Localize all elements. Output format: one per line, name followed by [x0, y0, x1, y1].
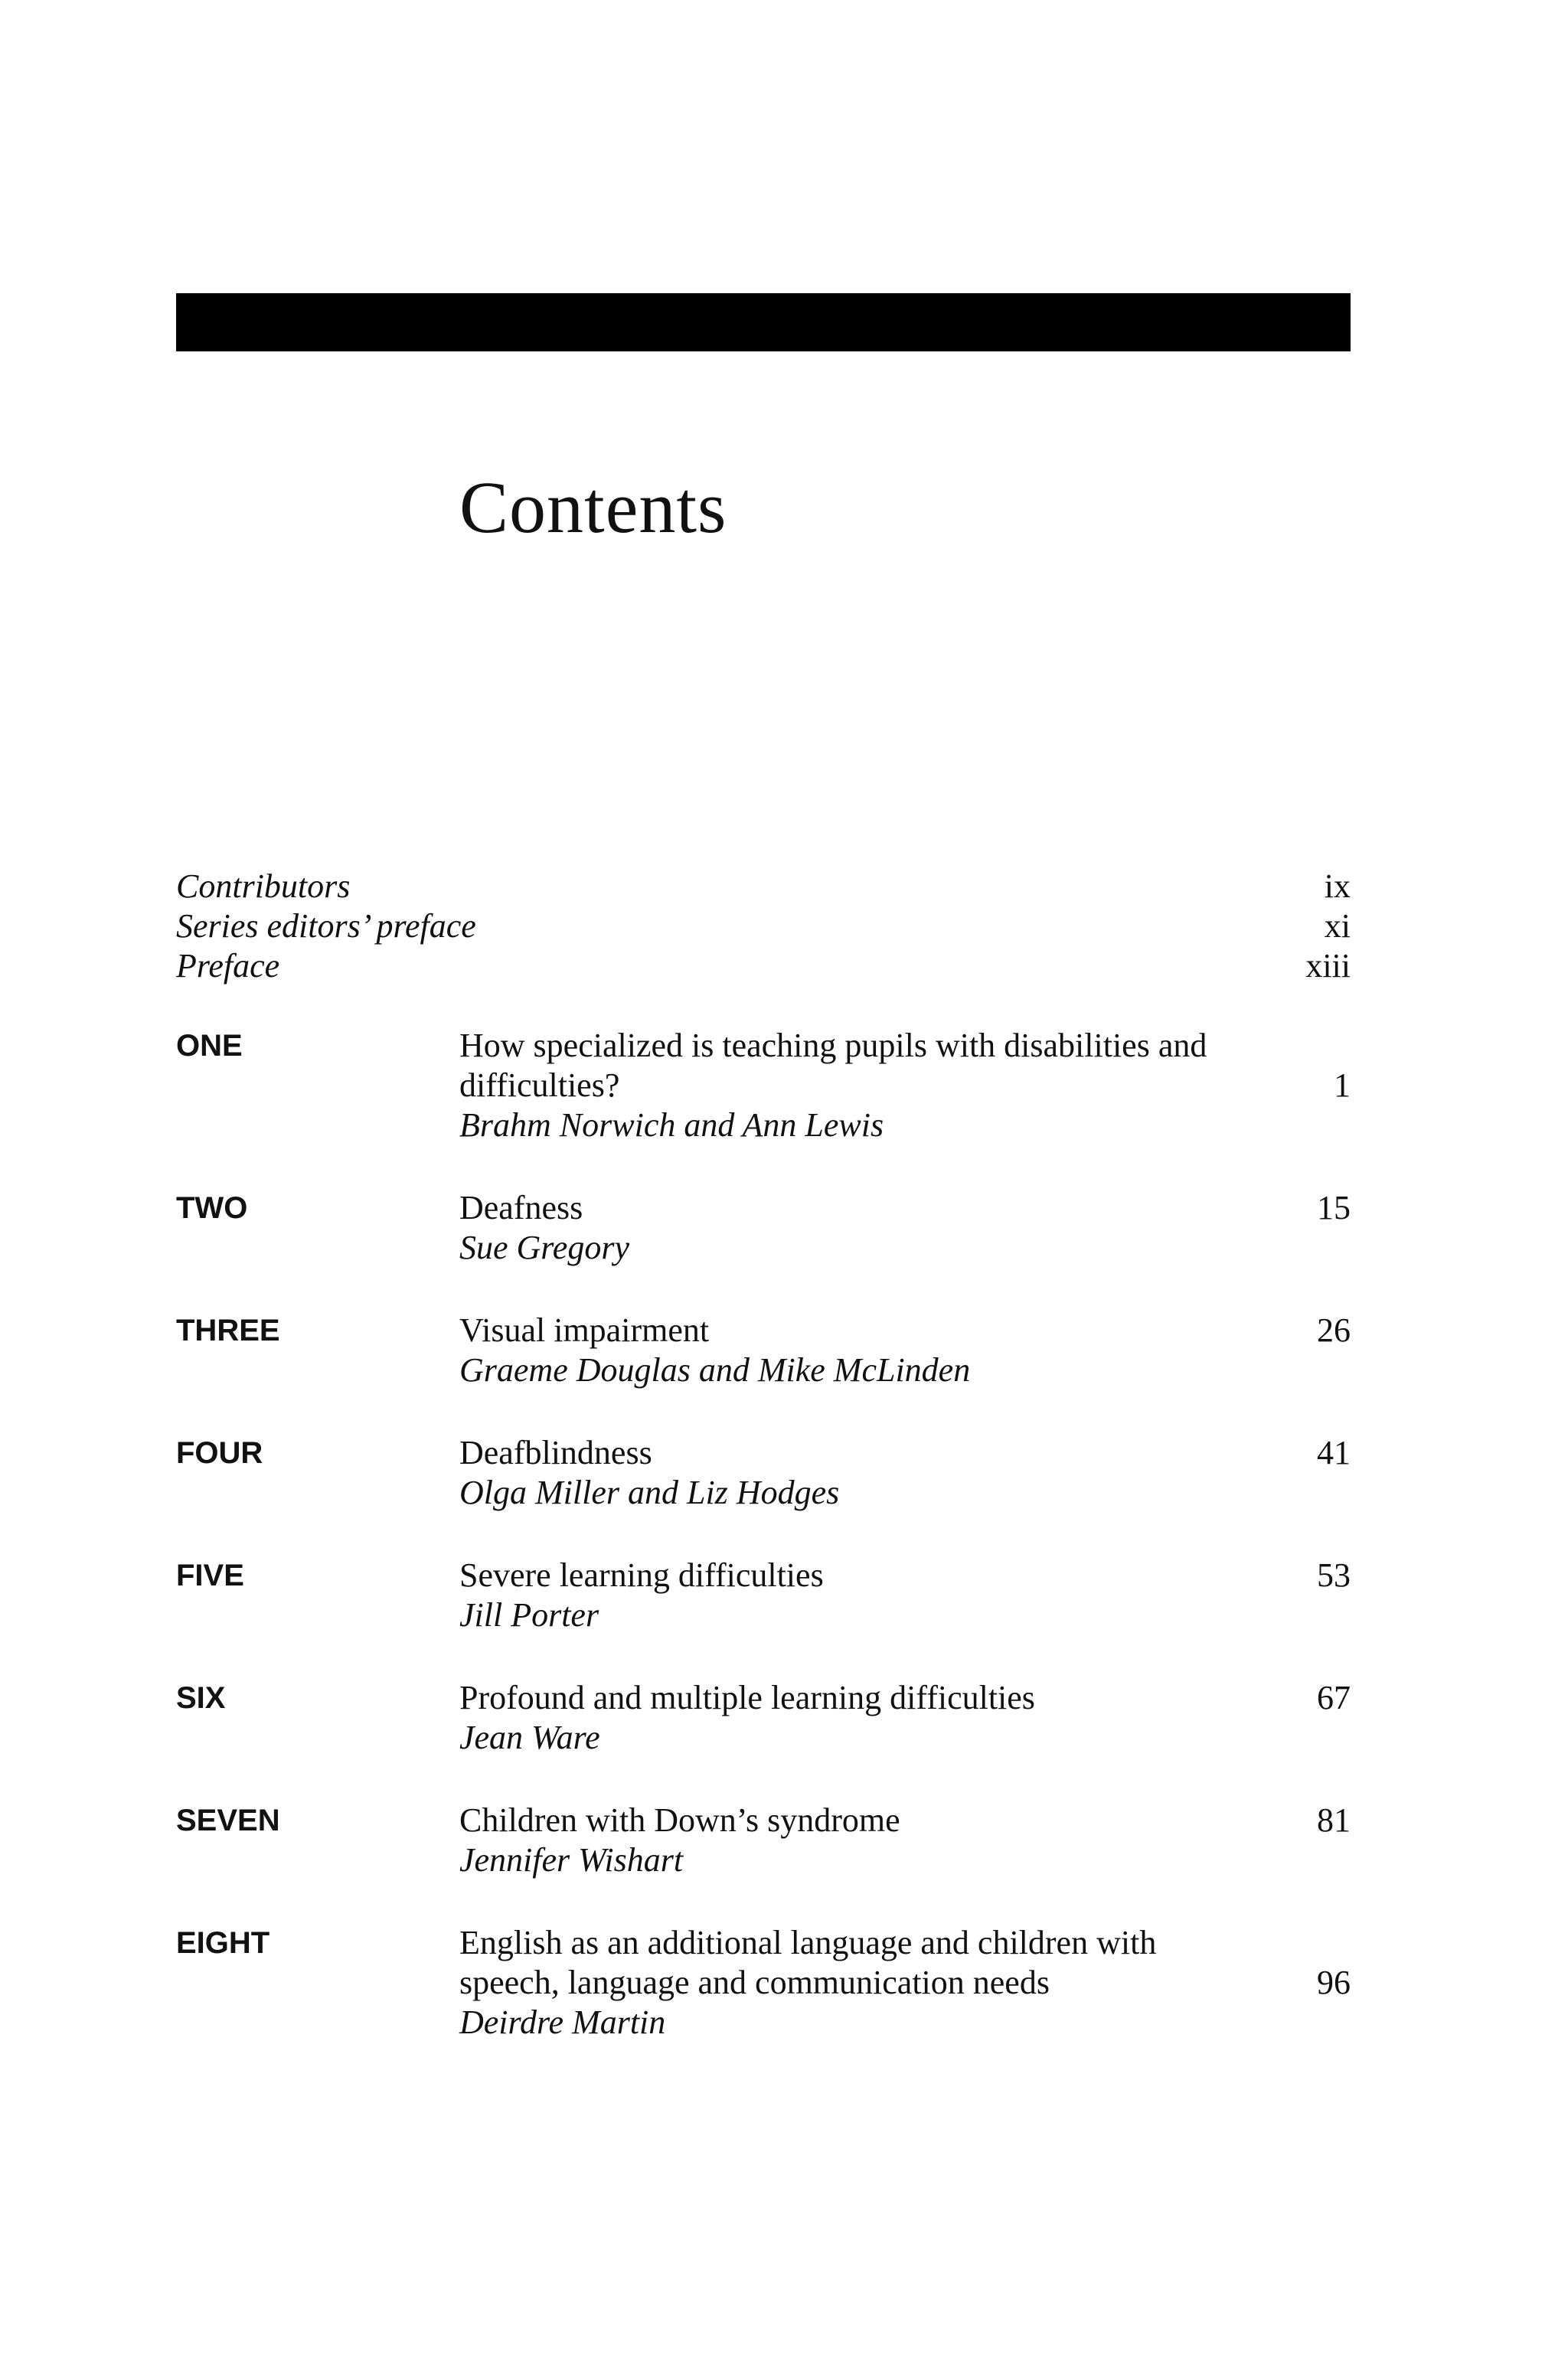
toc-entry-series-preface[interactable] — [176, 906, 1351, 946]
chapter-page: 1 — [1334, 1066, 1351, 1104]
chapter-number: FOUR — [176, 1436, 263, 1470]
toc-entry-contributors[interactable] — [176, 867, 1351, 906]
chapter-number: SIX — [176, 1681, 226, 1715]
chapter-number: THREE — [176, 1314, 280, 1347]
toc-chapter-six[interactable] — [176, 1678, 1351, 1758]
chapter-title: Children with Down’s syndrome — [459, 1801, 900, 1839]
chapter-author: Sue Gregory — [459, 1229, 629, 1266]
chapter-title: Deafness — [459, 1189, 583, 1226]
chapter-title: How specialized is teaching pupils with disabilities and difficulties? — [459, 1027, 1207, 1104]
toc-chapter-eight[interactable] — [176, 1923, 1351, 2043]
chapter-number: SEVEN — [176, 1804, 280, 1837]
toc-entry-label: Preface — [176, 947, 280, 985]
chapter-title-row — [459, 1026, 1351, 1105]
chapter-title-row — [459, 1188, 1351, 1228]
toc-entry-label: Contributors — [176, 867, 351, 905]
chapter-number: EIGHT — [176, 1926, 270, 1960]
chapter-body — [459, 1556, 1351, 1635]
chapter-author: Graeme Douglas and Mike McLinden — [459, 1351, 971, 1389]
chapter-page: 96 — [1317, 1964, 1351, 2001]
chapter-number: FIVE — [176, 1559, 244, 1592]
chapter-body — [459, 1678, 1351, 1758]
chapter-number: TWO — [176, 1191, 248, 1225]
chapter-author: Olga Miller and Liz Hodges — [459, 1474, 840, 1511]
toc-chapter-two[interactable] — [176, 1188, 1351, 1268]
chapter-title-row — [459, 1678, 1351, 1718]
chapter-title-row — [459, 1556, 1351, 1595]
chapter-author: Deirdre Martin — [459, 2003, 666, 2041]
chapter-author: Jennifer Wishart — [459, 1841, 684, 1879]
chapter-page: 26 — [1317, 1311, 1351, 1349]
chapter-page: 81 — [1317, 1801, 1351, 1839]
chapter-page: 41 — [1317, 1434, 1351, 1471]
toc-chapter-four[interactable] — [176, 1433, 1351, 1513]
chapter-title: Severe learning difficulties — [459, 1556, 824, 1594]
page-title: Contents — [459, 466, 727, 548]
chapter-title-row — [459, 1433, 1351, 1473]
chapter-author: Brahm Norwich and Ann Lewis — [459, 1106, 884, 1144]
chapter-author: Jill Porter — [459, 1596, 599, 1634]
toc-chapter-five[interactable] — [176, 1556, 1351, 1635]
chapter-title: Visual impairment — [459, 1311, 710, 1349]
chapter-title: English as an additional language and children with speech, language and communication needs — [459, 1924, 1157, 2001]
chapter-number: ONE — [176, 1029, 243, 1063]
header-rule — [176, 293, 1351, 351]
chapter-author: Jean Ware — [459, 1719, 600, 1756]
toc-chapter-seven[interactable] — [176, 1801, 1351, 1880]
toc-entry-page: xi — [1324, 907, 1351, 945]
chapter-title-row — [459, 1801, 1351, 1840]
table-of-contents — [176, 867, 1351, 2085]
chapter-title: Profound and multiple learning difficulties — [459, 1679, 1035, 1716]
toc-entry-page: xiii — [1305, 947, 1351, 985]
toc-chapter-one[interactable] — [176, 1026, 1351, 1145]
chapter-title-row — [459, 1311, 1351, 1350]
front-matter-list — [176, 867, 1351, 986]
chapter-body — [459, 1433, 1351, 1513]
chapter-body — [459, 1026, 1351, 1145]
chapter-page: 15 — [1317, 1189, 1351, 1226]
chapter-body — [459, 1188, 1351, 1268]
toc-entry-preface[interactable] — [176, 946, 1351, 986]
toc-chapter-three[interactable] — [176, 1311, 1351, 1390]
chapter-page: 67 — [1317, 1679, 1351, 1716]
chapter-page: 53 — [1317, 1556, 1351, 1594]
chapter-title: Deafblindness — [459, 1434, 652, 1471]
toc-entry-page: ix — [1324, 867, 1351, 905]
chapter-title-row — [459, 1923, 1351, 2003]
toc-entry-label: Series editors’ preface — [176, 907, 476, 945]
chapter-body — [459, 1923, 1351, 2043]
chapter-body — [459, 1311, 1351, 1390]
chapter-body — [459, 1801, 1351, 1880]
